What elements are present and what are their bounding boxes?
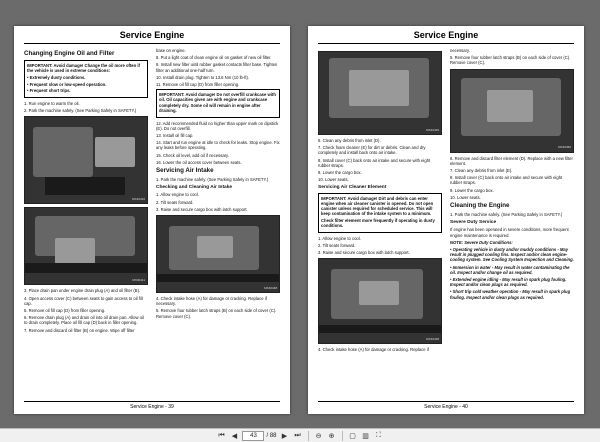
note-item: • Short trip cold weather operation - May result in spark plug fouling. Inspect and/or clean plugs as required. <box>450 289 571 300</box>
step-text: 11. Remove oil fill cap (D) from filler opening. <box>156 82 240 88</box>
step-text: 5. Remove oil fill cap (D) from filler opening. <box>24 308 106 314</box>
figure-id: MX40448 <box>426 337 439 342</box>
page-total: / 88 <box>266 432 277 439</box>
step-text: 1. Park the machine safely. (See Parking Safely in SAFETY.) <box>450 212 563 218</box>
left-column-1 <box>24 48 148 335</box>
subsection-heading: Checking and Cleaning Air Intake <box>156 185 233 191</box>
step-text: 7. Clean any debris from inlet (E). <box>450 168 513 174</box>
page-right <box>308 26 584 414</box>
step-text: 13. Install oil fill cap. <box>156 132 194 138</box>
step-text: 6. Remove drain plug (A) and drain oil into oil drain pan. Allow oil to drain completely. Place oil fill cap (D) back in filler opening. <box>24 315 144 326</box>
step-text: 1. Park the machine safely. (See Parking Safely in SAFETY.) <box>156 176 269 182</box>
step-text: 2. Park the machine safely. (See Parking Safely in SAFETY.) <box>24 108 137 114</box>
right-column-2 <box>450 48 574 302</box>
figure-id: MX40449 <box>426 127 439 132</box>
step-text: 1. Allow engine to cool. <box>318 235 361 241</box>
step-text: 14. Start and run engine at idle to check for leaks. Stop engine. Fix any leaks before operating. <box>156 140 280 151</box>
page-number-input[interactable]: 43 <box>242 431 264 441</box>
foam-cleaner-photo <box>318 51 442 135</box>
next-page-icon[interactable]: ▶ <box>281 432 288 440</box>
important-text: IMPORTANT: Avoid damage! Change the oil more often if the vehicle is used in extreme conditions: <box>27 63 140 74</box>
two-page-view-icon[interactable]: ▥ <box>362 432 369 440</box>
previous-page-icon[interactable]: ◀ <box>231 432 238 440</box>
step-text: 2. Tilt seats forward. <box>318 243 356 249</box>
step-text: 7. Remove and discard oil filter (B) on engine. Wipe off filter <box>24 327 135 333</box>
step-text: 9. Lower the cargo box. <box>450 187 494 193</box>
figure-id: MX40450 <box>558 145 571 150</box>
fit-page-icon[interactable]: ▢ <box>349 432 356 440</box>
zoom-out-icon[interactable]: ⊖ <box>315 432 322 440</box>
oil-cap-photo <box>24 207 148 285</box>
step-text: 6. Clean any debris from inlet (D). <box>318 138 381 143</box>
figure-id: MX40410 <box>132 197 145 202</box>
page-left <box>14 26 290 414</box>
engine-photo <box>24 116 148 204</box>
section-heading: Servicing Air Intake <box>156 166 214 174</box>
toolbar-divider <box>308 431 309 441</box>
important-box <box>318 193 442 233</box>
page-header: Service Engine <box>24 30 280 44</box>
left-column-2 <box>156 48 280 321</box>
page-footer: Service Engine - 40 <box>318 401 574 410</box>
step-text: 9. Lower the cargo box. <box>318 170 362 176</box>
step-text: 16. Lower the oil access cover between seats. <box>156 159 242 165</box>
important-item: • Extremely dusty conditions. <box>27 74 86 80</box>
toolbar-divider <box>342 431 343 441</box>
step-text: 15. Check oil level, add oil if necessary. <box>156 152 230 158</box>
note-text: NOTE: Severe Duty Conditions: <box>450 239 513 245</box>
step-text: 1. Allow engine to cool. <box>156 192 199 198</box>
important-item: • Frequent short trips. <box>27 88 71 94</box>
viewer-toolbar <box>0 428 600 442</box>
section-heading: Cleaning the Engine <box>450 202 510 210</box>
step-text: 4. Open access cover (C) between seats to gain access to oil fill cap. <box>24 295 143 306</box>
step-text: 3. Place drain pan under engine drain plug (A) and oil filter (B). <box>24 288 141 294</box>
step-text: 8. Put a light coat of clean engine oil on gasket of new oil filter. <box>156 55 272 61</box>
step-text: 5. Remove four rubber latch straps (B) on each side of cover (C). Remove cover (C). <box>450 55 571 66</box>
step-text: 4. Check intake hose (A) for damage or cracking. Replace if <box>318 347 429 353</box>
first-page-icon[interactable]: ⏮ <box>218 431 225 439</box>
step-text: 10. Install drain plug. Tighten to 13.6 Nm (10 lb-ft). <box>156 74 250 80</box>
step-text: 8. Install cover (C) back onto air intake and secure with eight rubber straps. <box>450 175 563 186</box>
subsection-heading: Severe Duty Service <box>450 220 497 226</box>
note-item: • Extended engine idling - May result in spark plug fouling. Inspect and/or clean plugs as required. <box>450 277 567 288</box>
air-intake-photo <box>318 258 442 344</box>
important-box <box>24 60 148 98</box>
important-text: Check filter element more frequently if operating in dusty conditions. <box>321 217 435 229</box>
note-item: • Immersion in water - May result in water contaminating the oil. Inspect and/or change oil as required. <box>450 264 570 275</box>
right-column-1 <box>318 48 442 355</box>
step-text: 6. Remove and discard filter element (D). Replace with a new filter element. <box>450 155 573 166</box>
important-text: IMPORTANT: Avoid damage! Do not overfill crankcase with oil. Oil capacities given are with engine and crankcase completely dry. Some oil will remain in engine after draining. <box>159 92 276 113</box>
subsection-heading: Servicing Air Cleaner Element <box>318 185 387 191</box>
step-text: base on engine. <box>156 48 186 53</box>
page-navigator <box>242 431 276 441</box>
step-text: 1. Run engine to warm the oil. <box>24 101 80 107</box>
step-text: 2. Tilt seats forward. <box>156 199 194 205</box>
section-heading: Changing Engine Oil and Filter <box>24 50 115 57</box>
step-text: 12. Add recommended fluid no higher than upper mark on dipstick (E). Do not overfill. <box>156 120 279 131</box>
figure-id: MX40448 <box>264 285 277 290</box>
page-header: Service Engine <box>318 30 574 44</box>
page-footer: Service Engine - 39 <box>24 401 280 410</box>
step-text: necessary. <box>450 48 470 53</box>
last-page-icon[interactable]: ⏭ <box>294 431 301 439</box>
step-text: 10. Lower seats. <box>318 177 349 183</box>
air-intake-photo <box>156 215 280 293</box>
zoom-in-icon[interactable]: ⊕ <box>328 432 335 440</box>
step-text: 3. Raise and secure cargo box with latch support. <box>318 250 410 256</box>
step-text: 4. Check intake hose (A) for damage or cracking. Replace if necessary. <box>156 295 267 307</box>
step-text: 9. Install new filter until rubber gasket contacts filter base. Tighten filter an additional one-half turn. <box>156 62 278 73</box>
fullscreen-icon[interactable]: ⛶ <box>376 431 381 439</box>
note-item: • Operating vehicle in dusty and/or muddy conditions - May result in plugged cooling fins. Inspect and/or clean engine-cooling system. See Cooling System Inspection and Cleaning. <box>450 247 574 263</box>
step-text: 3. Raise and secure cargo box with latch support. <box>156 206 248 212</box>
figure-id: MX40411 <box>132 278 145 283</box>
step-text: 8. Install cover (C) back onto air intake and secure with eight rubber straps. <box>318 157 431 168</box>
important-box <box>156 89 280 117</box>
step-text: 10. Lower seats. <box>450 194 481 200</box>
important-item: • Frequent slow or low-speed operation. <box>27 81 107 87</box>
step-text: 5. Remove four rubber latch straps (B) on each side of cover (C). Remove cover (C). <box>156 308 277 319</box>
filter-element-photo <box>450 69 574 153</box>
paragraph: If engine has been operated in severe conditions, more frequent engine maintenance is required. <box>450 227 569 238</box>
important-text: IMPORTANT: Avoid damage! Dirt and debris can enter engine when air cleaner canister is opened. Do not open canister unless required for scheduled service. This will keep contamination of the intake system to a minimum. <box>321 195 434 217</box>
step-text: 7. Check foam cleaner (E) for dirt or debris. Clean and dry completely and install back onto air intake. <box>318 145 426 156</box>
